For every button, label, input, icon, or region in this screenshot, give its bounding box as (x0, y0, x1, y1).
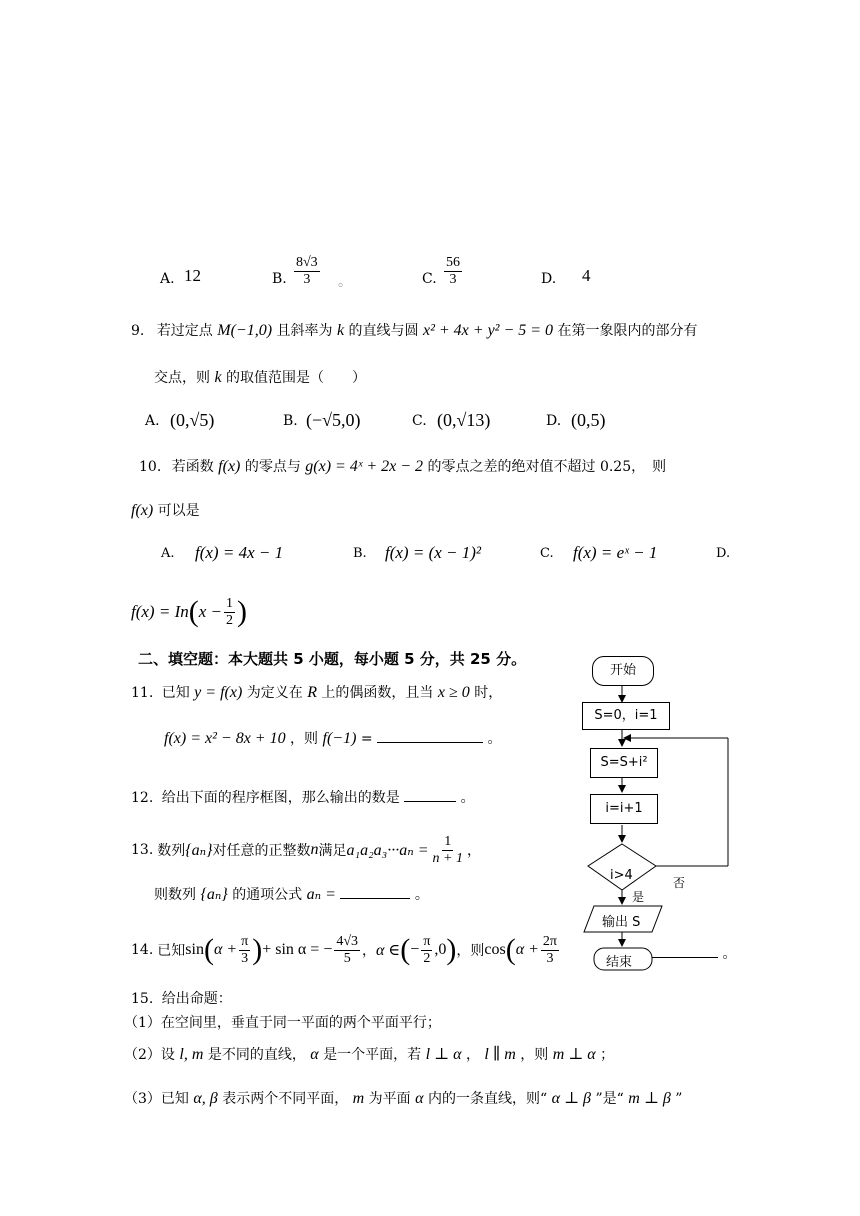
q15-p3c: 为平面 (368, 1091, 411, 1107)
q15-p2g: ，则 (520, 1047, 549, 1063)
q12-end: 。 (460, 790, 475, 806)
q8-c-den: 3 (449, 272, 457, 287)
q14-alpha-in: α ∈ (376, 942, 401, 959)
q9-number: 9. (131, 323, 145, 339)
q10-line1 (139, 456, 666, 476)
q14-pi-over-2 (421, 934, 432, 967)
q10-text3: 的零点之差的绝对值不超过 0.25， 则 (427, 459, 667, 475)
q13-an: {aₙ} (185, 842, 213, 859)
q13-fraction (431, 834, 465, 867)
flowchart-start: 开始 (592, 656, 654, 686)
q14-rparen2: ) (446, 933, 457, 966)
q9-text4: 在第一象限内的部分有 (557, 323, 698, 339)
q8-b-num: 8√3 (296, 255, 318, 270)
flowchart-condition: i>4 (610, 868, 633, 883)
q11-text5: ，则 (290, 731, 319, 747)
q10-fx: f(x) (218, 458, 241, 475)
q13-den: n + 1 (432, 850, 463, 866)
q8-a-value: 12 (184, 266, 201, 285)
q9-opt-c-label: C. (412, 413, 427, 429)
q10-d-x: x − (198, 602, 223, 621)
q15-p3alpha: α (415, 1090, 424, 1107)
q12-text: 给出下面的程序框图，那么输出的数是 (161, 790, 400, 806)
q11-cond: x ≥ 0 (437, 684, 470, 701)
q15-p2h: m ⊥ α (552, 1046, 596, 1063)
q14-number: 14. (131, 942, 154, 958)
flowchart-yes-label: 是 (632, 890, 645, 904)
q11-text4: 时， (474, 685, 503, 701)
q10-gx: g(x) = 4ˣ + 2x − 2 (305, 458, 424, 475)
q9-text2: 且斜率为 (276, 323, 333, 339)
q8-b-fraction (294, 255, 320, 288)
q9-opt-a-label: A. (145, 413, 160, 429)
q15-p3vars: α, β (193, 1090, 218, 1107)
q15-p2b: 是不同的直线， (207, 1047, 306, 1063)
q15-p2vars: l, m (179, 1046, 204, 1063)
q10-d-num: 1 (226, 595, 234, 611)
q8-b-label: B. (272, 271, 287, 287)
q8-c-fraction (444, 255, 462, 288)
q8-a-label: A. (160, 271, 175, 287)
flowchart-no-label: 否 (673, 876, 686, 890)
q15-p3 (124, 1088, 682, 1108)
q11-eq: = (360, 731, 373, 747)
q14-line (131, 928, 561, 972)
q8-options (0, 255, 860, 305)
q14-pi: π (241, 933, 249, 949)
q10-opt-d-label: D. (716, 546, 731, 561)
q15-p2f: l ∥ m (484, 1046, 516, 1063)
q15-number: 15. (131, 991, 154, 1007)
q13-num: 1 (444, 833, 452, 849)
q10-opt-a-label: A. (161, 546, 175, 561)
q14-alpha-plus: α + (213, 941, 238, 958)
q10-line2-text: 可以是 (157, 503, 200, 519)
q13-line2a: 则数列 (154, 887, 196, 903)
q11-R: R (307, 684, 317, 701)
q10-line2 (131, 500, 200, 520)
q10-d-lparen: ( (188, 595, 199, 628)
q11-number: 11. (131, 685, 154, 701)
flowchart-output: 输出 S (602, 915, 641, 930)
q15-p2d: l ⊥ α (425, 1046, 462, 1063)
flowchart (570, 650, 740, 980)
q15-p3f: ”是“ (595, 1091, 624, 1107)
q11-ask: f(−1) (322, 730, 357, 747)
q15-p3b: 表示两个不同平面， (222, 1091, 349, 1107)
q14-alpha-plus-2: α + (515, 941, 539, 958)
q14-zero: ,0 (434, 941, 447, 958)
q14-sin: sin (185, 941, 204, 958)
q11-text1: 已知 (161, 685, 190, 701)
q9-point: M(−1,0) (217, 322, 273, 339)
q9-opt-d-label: D. (546, 413, 562, 429)
section-2-title: 二、填空题：本大题共 5 小题，每小题 5 分，共 25 分。 (138, 650, 527, 668)
q15-p3e: α ⊥ β (551, 1090, 592, 1107)
q15-p3m: m (352, 1090, 365, 1107)
q11-text2: 为定义在 (246, 685, 303, 701)
q14-comma1: ， (362, 943, 377, 959)
q13-comma: ， (466, 843, 481, 859)
q11-line2 (164, 728, 502, 748)
q9-text1: 若过定点 (156, 323, 213, 339)
q15-p3d: 内的一条直线，则“ (427, 1091, 548, 1107)
q10-opt-a-value: f(x) = 4x − 1 (195, 543, 284, 562)
q14-num43: 4√3 (336, 933, 359, 949)
q14-neg: − (410, 941, 420, 958)
q8-b-den: 3 (303, 272, 311, 287)
q14-two: 2 (423, 950, 431, 966)
q10-text1: 若函数 (171, 459, 214, 475)
q9-text3: 的直线与圆 (348, 323, 419, 339)
q9-circle: x² + 4x + y² − 5 = 0 (422, 322, 554, 339)
q14-pi-over-3 (239, 934, 250, 967)
q10-opt-c-label: C. (540, 546, 554, 561)
q9-k: k (336, 322, 345, 339)
q14-text1: 已知 (157, 943, 186, 959)
q14-2pi-over-3 (541, 934, 559, 967)
q12-line (131, 787, 475, 807)
q14-three2: 3 (546, 950, 554, 966)
q11-answer-blank[interactable] (377, 728, 483, 743)
q14-pi2: π (423, 933, 431, 949)
q15-p2 (124, 1044, 614, 1064)
q15-p2c: 是一个平面，若 (323, 1047, 422, 1063)
q10-text2: 的零点与 (244, 459, 301, 475)
q9-opt-b-label: B. (283, 413, 298, 429)
q14-plus-sin: + sin α = − (262, 941, 333, 958)
q9-opt-b-value: (−√5,0) (306, 410, 361, 430)
q14-three: 3 (241, 950, 249, 966)
q13-text1: 数列 (157, 843, 186, 859)
q8-c-label: C. (422, 271, 437, 287)
q13-line2c: aₙ = (306, 886, 336, 903)
q15-intro: 给出命题： (161, 991, 232, 1007)
q12-number: 12. (131, 790, 154, 806)
q10-d-rparen: ) (237, 595, 248, 628)
q10-d-fraction (224, 596, 235, 629)
q10-opt-b-value: f(x) = (x − 1)² (385, 543, 481, 562)
q14-4root3-over-5 (334, 934, 360, 967)
q15-p3h: ” (675, 1091, 683, 1107)
q13-text2: 对任意的正整数 (212, 843, 311, 859)
q15-intro-line (131, 988, 232, 1008)
q13-n: n (310, 841, 319, 858)
q10-d-pre: f(x) = In (131, 602, 189, 621)
q15-p2alpha: α (310, 1046, 319, 1063)
q14-twopi: 2π (542, 933, 557, 949)
q13-an-2: {aₙ} (200, 886, 228, 903)
q11-y: y = f(x) (194, 684, 243, 701)
q14-lparen3: ( (505, 933, 516, 966)
q11-text3: 上的偶函数，且当 (321, 685, 434, 701)
q14-den5: 5 (343, 950, 351, 966)
q9-opt-d-value: (0,5) (571, 410, 606, 430)
q9-opt-a-value: (0,√5) (170, 410, 215, 430)
q14-lparen2: ( (400, 933, 411, 966)
q14-lparen1: ( (203, 933, 214, 966)
q14-cos: cos (484, 941, 506, 958)
flowchart-end: 结束 (606, 955, 633, 970)
q13-prod: a₁a₂a₃···aₙ = (346, 842, 429, 859)
flowchart-update-i: i=i+1 (590, 794, 658, 824)
q13-number: 13. (131, 842, 154, 858)
flowchart-init: S=0，i=1 (582, 702, 670, 730)
q10-number: 10. (139, 459, 162, 475)
q11-end: 。 (487, 731, 502, 747)
q15-p2i: ； (600, 1047, 615, 1063)
q14-end: 。 (722, 946, 737, 962)
q13-text3: 满足 (318, 843, 347, 859)
q15-p2a: （2）设 (124, 1047, 175, 1063)
q8-d-label: D. (541, 271, 557, 287)
q8-c-num: 56 (446, 255, 460, 270)
q13-line2 (154, 884, 429, 904)
q9-k-2: k (214, 369, 222, 386)
q9-opt-c-value: (0,√13) (437, 410, 491, 430)
q11-line1 (131, 682, 502, 702)
q9-line2 (154, 367, 366, 387)
q15-p3g: m ⊥ β (628, 1090, 671, 1107)
q9-line2b: 的取值范围是（ ） (226, 370, 367, 386)
q13-line2b: 的通项公式 (232, 887, 303, 903)
q8-b-dot: 。 (338, 274, 352, 290)
q13-line1 (131, 830, 481, 870)
q11-expr: f(x) = x² − 8x + 10 (164, 730, 286, 747)
q15-p2e: ， (465, 1047, 480, 1063)
q14-comma2: ，则 (456, 943, 485, 959)
q13-end: 。 (414, 887, 429, 903)
flowchart-update-s: S=S+i² (590, 748, 658, 778)
q12-answer-blank[interactable] (404, 787, 456, 802)
q10-opt-d-value (131, 590, 247, 634)
q10-d-den: 2 (226, 612, 234, 628)
q9-line2a: 交点，则 (154, 370, 210, 386)
q13-answer-blank[interactable] (340, 884, 410, 899)
q15-p1: （1）在空间里，垂直于同一平面的两个平面平行； (124, 1015, 441, 1031)
q14-rparen1: ) (252, 933, 263, 966)
q10-fx-2: f(x) (131, 502, 154, 519)
q10-opt-b-label: B. (353, 546, 367, 561)
q9-line1 (131, 320, 698, 340)
q10-opt-c-value: f(x) = eˣ − 1 (573, 543, 658, 562)
q8-d-value: 4 (582, 266, 591, 285)
q15-p3a: （3）已知 (124, 1091, 189, 1107)
